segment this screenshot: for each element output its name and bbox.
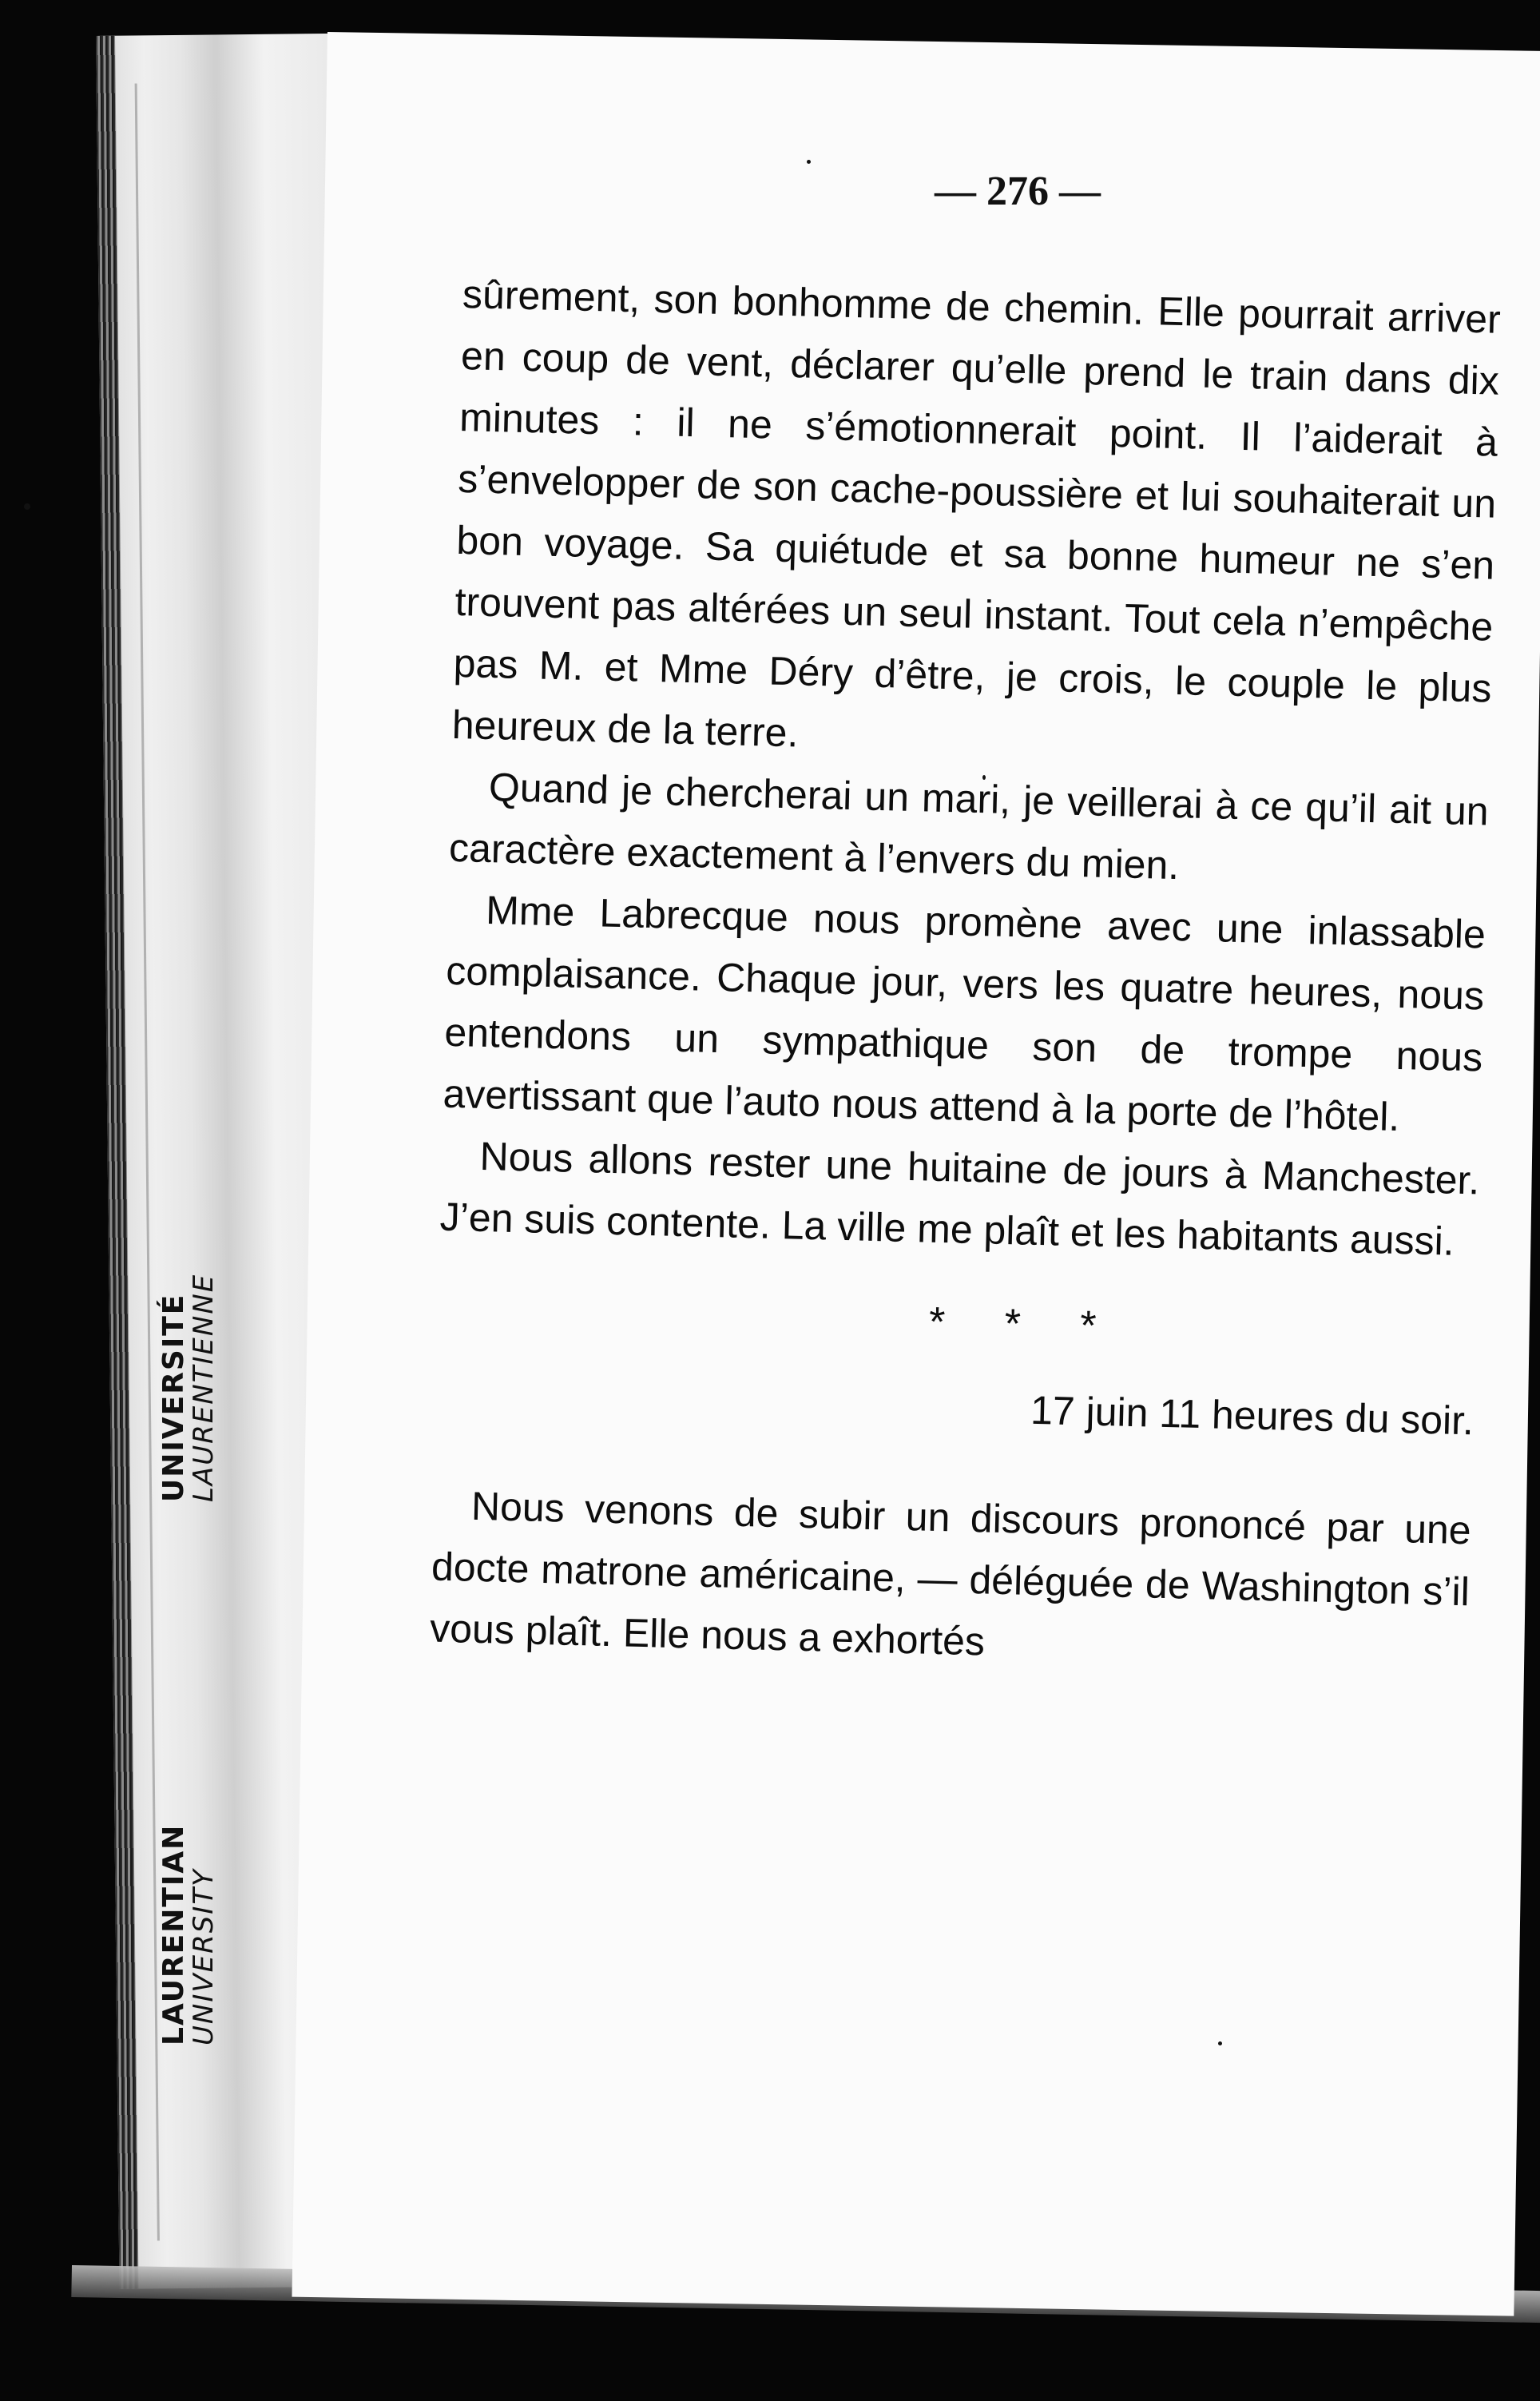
stamp-line-3: LAURENTIAN — [157, 1823, 190, 2045]
paragraph-2: Quand je chercherai un mari, je veillerai à ce qu’il ait un caractère exactement à l’envers du mien. — [448, 764, 1490, 888]
paragraph-1: sûrement, son bonhomme de chemin. Elle pourrait arriver en coup de vent, déclarer qu’elle prend le train dans dix minutes : il ne s’émotionnerait point. Il l’aiderait à s’envelopper de son cache-poussière et lui souhaiterait un bon voyage. Sa quiétude et sa bonne humeur ne s’en trouvent pas altérées un seul instant. Tout cela n’empêche pas M. et Mme Déry d’être, je crois, le couple le plus heureux de la terre. — [451, 271, 1502, 756]
dateline: 17 juin 11 heures du soir. — [1030, 1387, 1475, 1444]
section-separator: * * * — [928, 1298, 1121, 1350]
stamp-line-4: UNIVERSITY — [188, 1868, 220, 2045]
stamp-line-2: LAURENTIENNE — [188, 1273, 220, 1502]
paragraph-4: Nous allons rester une huitaine de jours à Manchester. J’en suis contente. La ville me plaît et les habitants aussi. — [439, 1133, 1481, 1264]
closing-paragraph: Nous venons de subir un discours prononcé par une docte matrone américaine, — déléguée de Washington s’il vous plaît. Elle nous a exhortés — [429, 1483, 1472, 1664]
page-number: — 276 — — [935, 169, 1101, 214]
stamp-line-1: UNIVERSITÉ — [157, 1293, 190, 1502]
paragraph-3: Mme Labrecque nous promène avec une inlassable complaisance. Chaque jour, vers les quatre heures, nous entendons un sympathique son de trompe nous avertissant que l’auto nous attend à la porte de l’hôtel. — [442, 887, 1486, 1139]
page-body — [429, 264, 1501, 1684]
